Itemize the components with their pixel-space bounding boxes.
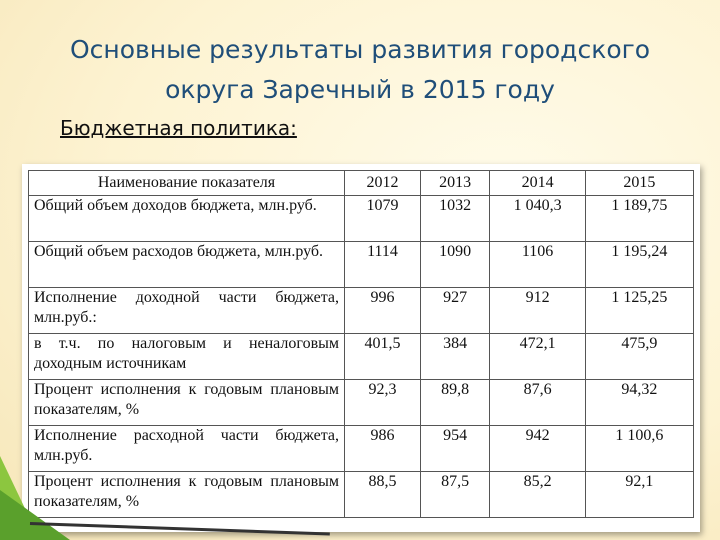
- value-cell: 401,5: [345, 334, 421, 380]
- table-row: [29, 242, 694, 288]
- value-cell: 1079: [345, 196, 421, 242]
- table-row: [29, 196, 694, 242]
- indicator-name: Общий объем расходов бюджета, млн.руб.: [29, 242, 345, 288]
- header-indicator: Наименование показателя: [29, 171, 345, 196]
- value-cell: 954: [420, 426, 489, 472]
- indicator-name: Процент исполнения к годовым плановым показателям, %: [29, 472, 345, 518]
- header-year-2012: 2012: [345, 171, 421, 196]
- decorative-green-wedge-dark: [0, 490, 70, 540]
- budget-table: [28, 170, 694, 518]
- value-cell: 1 040,3: [490, 196, 585, 242]
- indicator-name: Процент исполнения к годовым плановым показателям, %: [29, 380, 345, 426]
- value-cell: 1 189,75: [585, 196, 693, 242]
- table-sheet: [22, 164, 700, 532]
- table-row: [29, 288, 694, 334]
- value-cell: 87,6: [490, 380, 585, 426]
- value-cell: 986: [345, 426, 421, 472]
- value-cell: 475,9: [585, 334, 693, 380]
- slide-title: [0, 30, 720, 110]
- value-cell: 87,5: [420, 472, 489, 518]
- value-cell: 92,1: [585, 472, 693, 518]
- value-cell: 384: [420, 334, 489, 380]
- header-year-2015: 2015: [585, 171, 693, 196]
- table-header-row: [29, 171, 694, 196]
- value-cell: 89,8: [420, 380, 489, 426]
- value-cell: 88,5: [345, 472, 421, 518]
- value-cell: 942: [490, 426, 585, 472]
- table-row: [29, 472, 694, 518]
- slide-title-line2: округа Заречный в 2015 году: [165, 75, 555, 104]
- value-cell: 85,2: [490, 472, 585, 518]
- value-cell: 1 125,25: [585, 288, 693, 334]
- value-cell: 92,3: [345, 380, 421, 426]
- table-row: [29, 426, 694, 472]
- indicator-name: Исполнение расходной части бюджета, млн.руб.: [29, 426, 345, 472]
- header-year-2014: 2014: [490, 171, 585, 196]
- value-cell: 1114: [345, 242, 421, 288]
- indicator-name: в т.ч. по налоговым и неналоговым доходным источникам: [29, 334, 345, 380]
- value-cell: 1 195,24: [585, 242, 693, 288]
- section-subtitle: Бюджетная политика:: [60, 116, 297, 140]
- value-cell: 1090: [420, 242, 489, 288]
- value-cell: 94,32: [585, 380, 693, 426]
- value-cell: 927: [420, 288, 489, 334]
- value-cell: 996: [345, 288, 421, 334]
- value-cell: 1032: [420, 196, 489, 242]
- table-row: [29, 334, 694, 380]
- table-row: [29, 380, 694, 426]
- value-cell: 1106: [490, 242, 585, 288]
- header-year-2013: 2013: [420, 171, 489, 196]
- indicator-name: Общий объем доходов бюджета, млн.руб.: [29, 196, 345, 242]
- value-cell: 472,1: [490, 334, 585, 380]
- value-cell: 912: [490, 288, 585, 334]
- slide-title-line1: Основные результаты развития городского: [69, 35, 651, 64]
- value-cell: 1 100,6: [585, 426, 693, 472]
- indicator-name: Исполнение доходной части бюджета, млн.руб.:: [29, 288, 345, 334]
